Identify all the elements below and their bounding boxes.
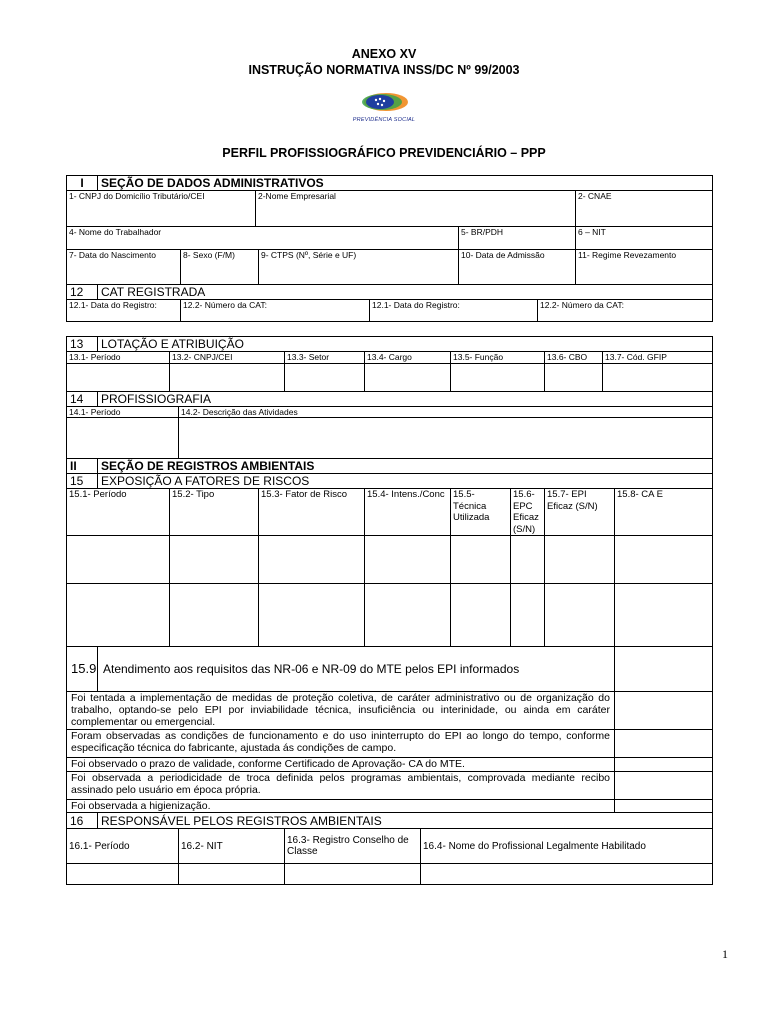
field-sexo[interactable]: 8- Sexo (F/M) — [181, 250, 259, 285]
instruction-title: INSTRUÇÃO NORMATIVA INSS/DC Nº 99/2003 — [248, 63, 520, 77]
col-15-3: 15.3- Fator de Risco — [259, 489, 365, 536]
input-15-3-row2[interactable] — [259, 584, 365, 647]
section12-title: CAT REGISTRADA — [98, 285, 713, 300]
epi-item-4: Foi observada a periodicidade de troca definida pelos programas ambientais, comprovada mediante recibo assinado pelo usuário em época própria. — [67, 772, 615, 800]
logo-emblem-icon — [344, 90, 424, 118]
col-13-7: 13.7- Cód. GFIP — [603, 352, 713, 364]
epi-item-1: Foi tentada a implementação de medidas de proteção coletiva, de caráter administrativo ou de organização do trabalho, optando-se pelo EPI por inviabilidade técnica, insuficiência ou interinidade, ou ainda em caráter complementar ou emergencial. — [67, 692, 615, 730]
col-14-1: 14.1- Período — [67, 407, 179, 418]
section159-num: 15.9 — [67, 647, 98, 692]
section2-title: SEÇÃO DE REGISTROS AMBIENTAIS — [98, 459, 713, 474]
input-13-6[interactable] — [545, 364, 603, 392]
col-16-1: 16.1- Período — [67, 829, 179, 864]
input-15-1-row2[interactable] — [67, 584, 170, 647]
col-15-5: 15.5- Técnica Utilizada — [451, 489, 511, 536]
col-13-6: 13.6- CBO — [545, 352, 603, 364]
epi-item-3: Foi observado o prazo de validade, conforme Certificado de Aprovação- CA do MTE. — [67, 758, 615, 772]
epi-item-3-answer[interactable] — [615, 758, 713, 772]
input-16-2[interactable] — [179, 864, 285, 885]
input-16-4[interactable] — [421, 864, 713, 885]
field-cnpj[interactable]: 1- CNPJ do Domicílio Tributário/CEI — [67, 191, 256, 227]
section13-num: 13 — [67, 337, 98, 352]
field-data-admissao[interactable]: 10- Data de Admissão — [459, 250, 576, 285]
input-15-4-row2[interactable] — [365, 584, 451, 647]
input-15-3-row1[interactable] — [259, 536, 365, 584]
field-cat-data-2[interactable]: 12.1- Data do Registro: — [370, 300, 538, 322]
epi-item-1-answer[interactable] — [615, 692, 713, 730]
field-cat-numero-1[interactable]: 12.2- Número da CAT: — [181, 300, 370, 322]
col-13-3: 13.3- Setor — [285, 352, 365, 364]
input-15-6-row1[interactable] — [511, 536, 545, 584]
field-ctps[interactable]: 9- CTPS (Nº, Série e UF) — [259, 250, 459, 285]
epi-item-5-answer[interactable] — [615, 800, 713, 813]
input-15-1-row1[interactable] — [67, 536, 170, 584]
input-15-7-row1[interactable] — [545, 536, 615, 584]
field-cnae[interactable]: 2- CNAE — [576, 191, 713, 227]
section15-num: 15 — [67, 474, 98, 489]
col-15-1: 15.1- Período — [67, 489, 170, 536]
input-15-2-row2[interactable] — [170, 584, 259, 647]
section14-num: 14 — [67, 392, 98, 407]
input-15-5-row1[interactable] — [451, 536, 511, 584]
input-13-5[interactable] — [451, 364, 545, 392]
input-16-3[interactable] — [285, 864, 421, 885]
previdencia-logo — [344, 90, 424, 126]
input-15-2-row1[interactable] — [170, 536, 259, 584]
col-15-2: 15.2- Tipo — [170, 489, 259, 536]
field-cat-data-1[interactable]: 12.1- Data do Registro: — [67, 300, 181, 322]
field-cat-numero-2[interactable]: 12.2- Número da CAT: — [538, 300, 713, 322]
epi-item-2: Foram observadas as condições de funcionamento e do uso ininterrupto do EPI ao longo do tempo, conforme especificação técnica do fabricante, ajustada ás condições de campo. — [67, 730, 615, 758]
input-13-2[interactable] — [170, 364, 285, 392]
input-15-8-row1[interactable] — [615, 536, 713, 584]
col-16-4: 16.4- Nome do Profissional Legalmente Habilitado — [421, 829, 713, 864]
input-13-3[interactable] — [285, 364, 365, 392]
field-nit[interactable]: 6 – NIT — [576, 227, 713, 250]
field-nome-trabalhador[interactable]: 4- Nome do Trabalhador — [67, 227, 459, 250]
section2-roman: II — [67, 459, 98, 474]
input-13-7[interactable] — [603, 364, 713, 392]
input-15-7-row2[interactable] — [545, 584, 615, 647]
col-15-8: 15.8- CA E — [615, 489, 713, 536]
section14-title: PROFISSIOGRAFIA — [98, 392, 713, 407]
input-15-6-row2[interactable] — [511, 584, 545, 647]
field-nome-empresarial[interactable]: 2-Nome Empresarial — [256, 191, 576, 227]
col-13-4: 13.4- Cargo — [365, 352, 451, 364]
input-15-4-row1[interactable] — [365, 536, 451, 584]
section16-num: 16 — [67, 813, 98, 829]
section15-title: EXPOSIÇÃO A FATORES DE RISCOS — [98, 474, 713, 489]
input-16-1[interactable] — [67, 864, 179, 885]
epi-item-2-answer[interactable] — [615, 730, 713, 758]
section1-table — [66, 175, 713, 322]
annex-title: ANEXO XV — [351, 47, 417, 61]
field-data-nascimento[interactable]: 7- Data do Nascimento — [67, 250, 181, 285]
section1-roman: I — [67, 176, 98, 191]
section13-title: LOTAÇÃO E ATRIBUIÇÃO — [98, 337, 713, 352]
page-number: 1 — [722, 947, 728, 961]
epi-item-4-answer[interactable] — [615, 772, 713, 800]
section1-title: SEÇÃO DE DADOS ADMINISTRATIVOS — [98, 176, 713, 191]
epi-item-5: Foi observada a higienização. — [67, 800, 615, 813]
input-14-1[interactable] — [67, 418, 179, 459]
field-br-pdh[interactable]: 5- BR/PDH — [459, 227, 576, 250]
section159-answer[interactable] — [615, 647, 713, 692]
col-14-2: 14.2- Descrição das Atividades — [179, 407, 713, 418]
col-15-4: 15.4- Intens./Conc — [365, 489, 451, 536]
document-title: PERFIL PROFISSIOGRÁFICO PREVIDENCIÁRIO – PPP — [222, 146, 546, 160]
section16-title: RESPONSÁVEL PELOS REGISTROS AMBIENTAIS — [98, 813, 713, 829]
col-15-6: 15.6- EPC Eficaz (S/N) — [511, 489, 545, 536]
section159-text: Atendimento aos requisitos das NR-06 e NR-09 do MTE pelos EPI informados — [98, 647, 615, 692]
col-16-3: 16.3- Registro Conselho de Classe — [285, 829, 421, 864]
col-15-7: 15.7- EPI Eficaz (S/N) — [545, 489, 615, 536]
logo-caption: PREVIDÊNCIA SOCIAL — [352, 117, 416, 123]
field-regime-revezamento[interactable]: 11- Regime Revezamento — [576, 250, 713, 285]
section12-num: 12 — [67, 285, 98, 300]
col-13-5: 13.5- Função — [451, 352, 545, 364]
section13-table — [66, 336, 713, 885]
input-15-8-row2[interactable] — [615, 584, 713, 647]
input-15-5-row2[interactable] — [451, 584, 511, 647]
col-13-1: 13.1- Período — [67, 352, 170, 364]
input-13-4[interactable] — [365, 364, 451, 392]
input-14-2[interactable] — [179, 418, 713, 459]
col-16-2: 16.2- NIT — [179, 829, 285, 864]
col-13-2: 13.2- CNPJ/CEI — [170, 352, 285, 364]
input-13-1[interactable] — [67, 364, 170, 392]
